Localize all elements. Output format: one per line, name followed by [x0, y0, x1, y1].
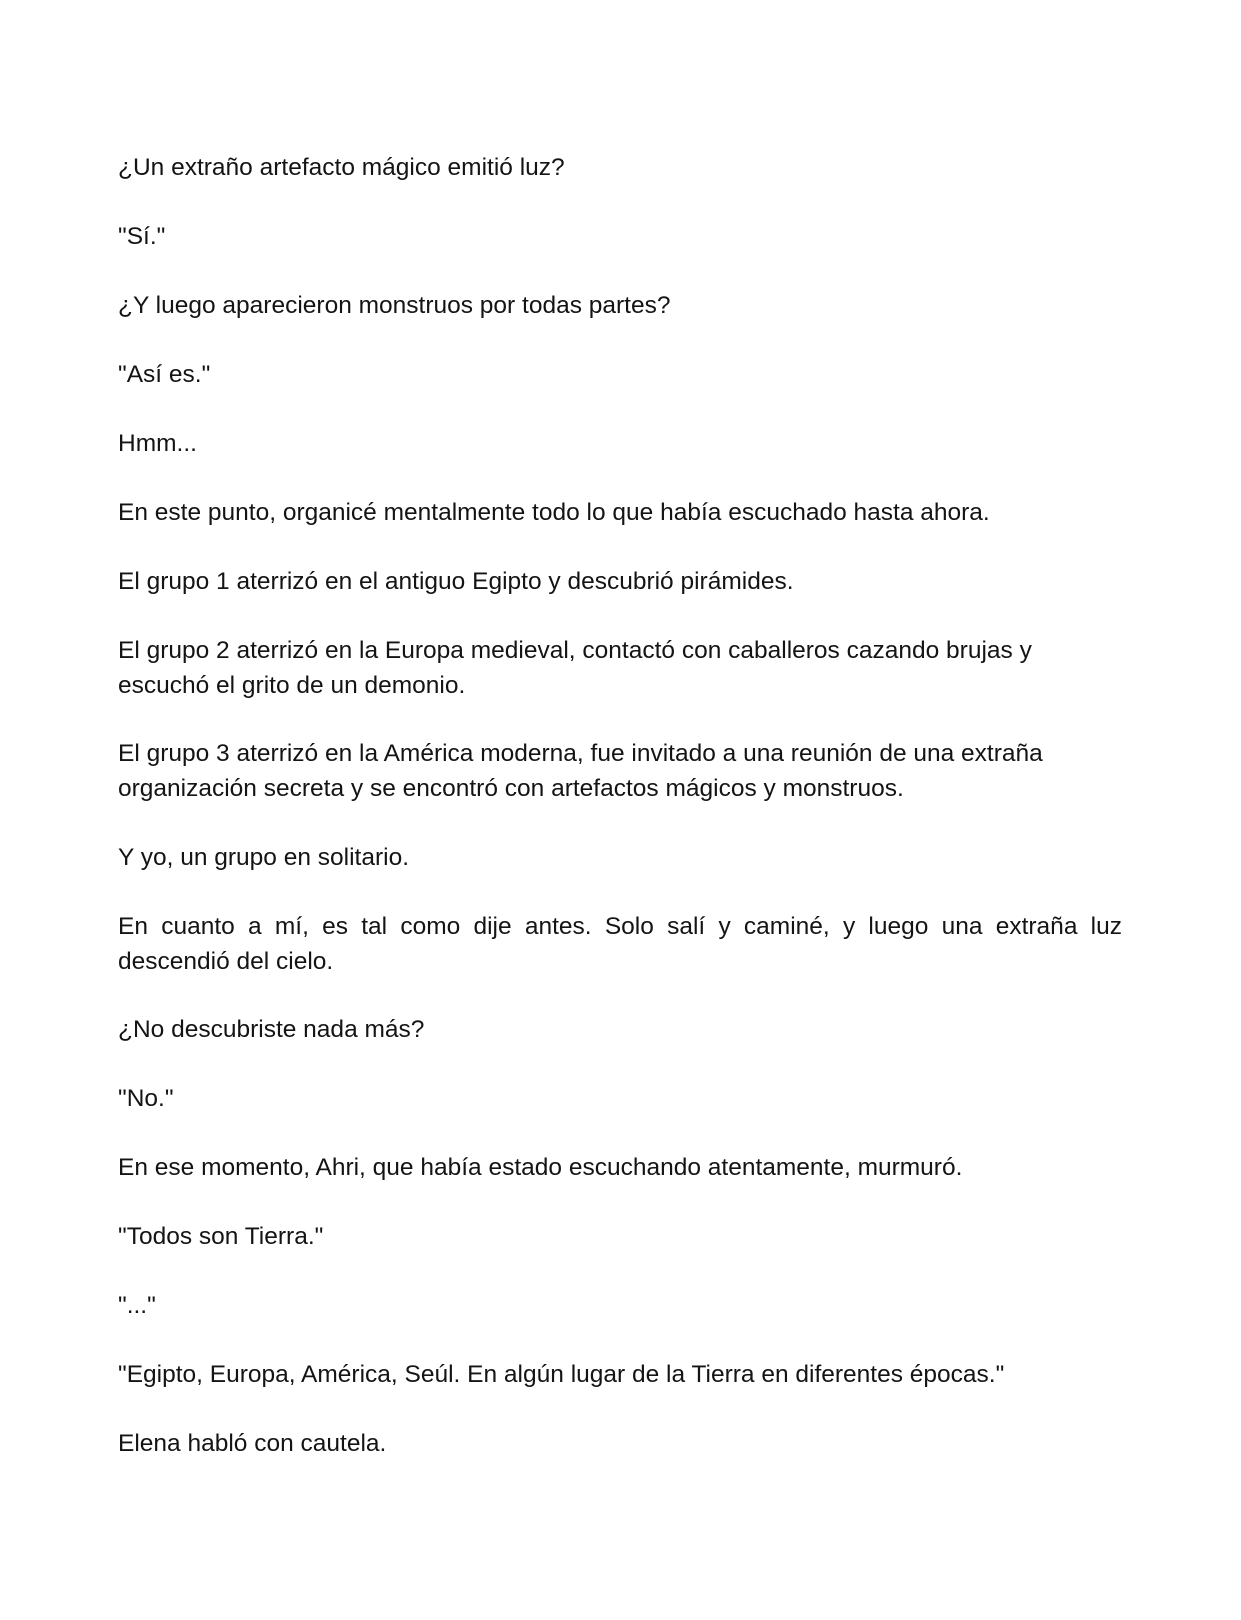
paragraph-5: Hmm... — [118, 430, 197, 457]
paragraph-4: "Así es." — [118, 361, 211, 388]
paragraph-10: Y yo, un grupo en solitario. — [118, 844, 410, 871]
paragraph-17: "Egipto, Europa, América, Seúl. En algún lugar de la Tierra en diferentes épocas." — [118, 1361, 1005, 1388]
paragraph-8: El grupo 2 aterrizó en la Europa medieval, contactó con caballeros cazando brujas y escuchó el grito de un demonio. — [118, 637, 1032, 699]
paragraph-12: ¿No descubriste nada más? — [118, 1016, 425, 1043]
paragraph-18: Elena habló con cautela. — [118, 1430, 387, 1457]
paragraph-6: En este punto, organicé mentalmente todo lo que había escuchado hasta ahora. — [118, 499, 990, 526]
paragraph-15: "Todos son Tierra." — [118, 1223, 324, 1250]
paragraph-2: "Sí." — [118, 223, 166, 250]
paragraph-11: En cuanto a mí, es tal como dije antes. Solo salí y caminé, y luego una extraña luz descendió del cielo. — [118, 913, 1122, 975]
paragraph-3: ¿Y luego aparecieron monstruos por todas partes? — [118, 292, 671, 319]
paragraph-1: ¿Un extraño artefacto mágico emitió luz? — [118, 154, 565, 181]
paragraph-9: El grupo 3 aterrizó en la América moderna, fue invitado a una reunión de una extraña organización secreta y se encontró con artefactos mágicos y monstruos. — [118, 740, 1043, 802]
paragraph-13: "No." — [118, 1085, 174, 1112]
paragraph-16: "..." — [118, 1292, 156, 1319]
paragraph-7: El grupo 1 aterrizó en el antiguo Egipto y descubrió pirámides. — [118, 568, 794, 595]
paragraph-14: En ese momento, Ahri, que había estado escuchando atentamente, murmuró. — [118, 1154, 963, 1181]
